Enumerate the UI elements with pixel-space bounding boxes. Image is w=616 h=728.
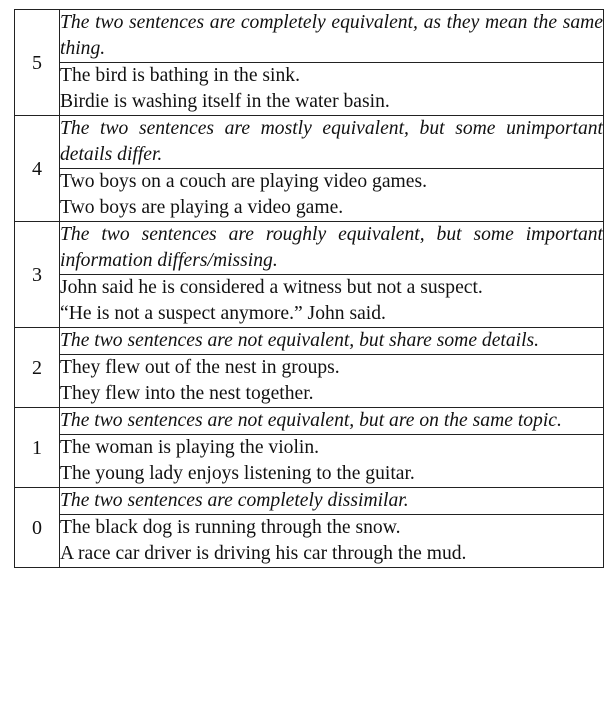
rubric-row-example (15, 435, 604, 488)
example-sentence-1: The woman is playing the violin. (60, 437, 320, 458)
example-sentence-2: Two boys are playing a video game. (60, 197, 344, 218)
score-cell: 2 (15, 328, 60, 408)
example-sentence-1: The bird is bathing in the sink. (60, 65, 300, 86)
example-pair (60, 515, 604, 568)
score-cell: 3 (15, 222, 60, 328)
rubric-row-description (15, 408, 604, 435)
rubric-row-example (15, 355, 604, 408)
score-cell: 5 (15, 10, 60, 116)
example-pair (60, 355, 604, 408)
rubric-row-example (15, 275, 604, 328)
example-pair (60, 275, 604, 328)
example-sentence-1: John said he is considered a witness but not a suspect. (60, 277, 483, 298)
rubric-row-description (15, 328, 604, 355)
example-sentence-2: Birdie is washing itself in the water basin. (60, 91, 390, 112)
score-description: The two sentences are not equivalent, but are on the same topic. (60, 408, 604, 435)
score-description: The two sentences are completely dissimilar. (60, 488, 604, 515)
score-cell: 4 (15, 116, 60, 222)
example-sentence-1: Two boys on a couch are playing video games. (60, 171, 427, 192)
example-sentence-2: “He is not a suspect anymore.” John said. (60, 303, 386, 324)
example-pair (60, 63, 604, 116)
example-sentence-1: The black dog is running through the snow. (60, 517, 401, 538)
example-sentence-2: The young lady enjoys listening to the guitar. (60, 463, 415, 484)
rubric-row-example (15, 63, 604, 116)
score-description: The two sentences are not equivalent, but share some details. (60, 328, 604, 355)
rubric-row-description (15, 488, 604, 515)
score-description: The two sentences are completely equivalent, as they mean the same thing. (60, 10, 604, 63)
similarity-rubric-table (14, 9, 604, 568)
example-pair (60, 169, 604, 222)
example-sentence-2: A race car driver is driving his car through the mud. (60, 543, 467, 564)
example-sentence-1: They flew out of the nest in groups. (60, 357, 340, 378)
rubric-row-description (15, 10, 604, 63)
rubric-row-description (15, 116, 604, 169)
score-description: The two sentences are mostly equivalent, but some unimportant details differ. (60, 116, 604, 169)
example-sentence-2: They flew into the nest together. (60, 383, 314, 404)
rubric-row-example (15, 515, 604, 568)
score-cell: 0 (15, 488, 60, 568)
score-description: The two sentences are roughly equivalent, but some important information differs/missing. (60, 222, 604, 275)
rubric-row-example (15, 169, 604, 222)
example-pair (60, 435, 604, 488)
rubric-row-description (15, 222, 604, 275)
score-cell: 1 (15, 408, 60, 488)
